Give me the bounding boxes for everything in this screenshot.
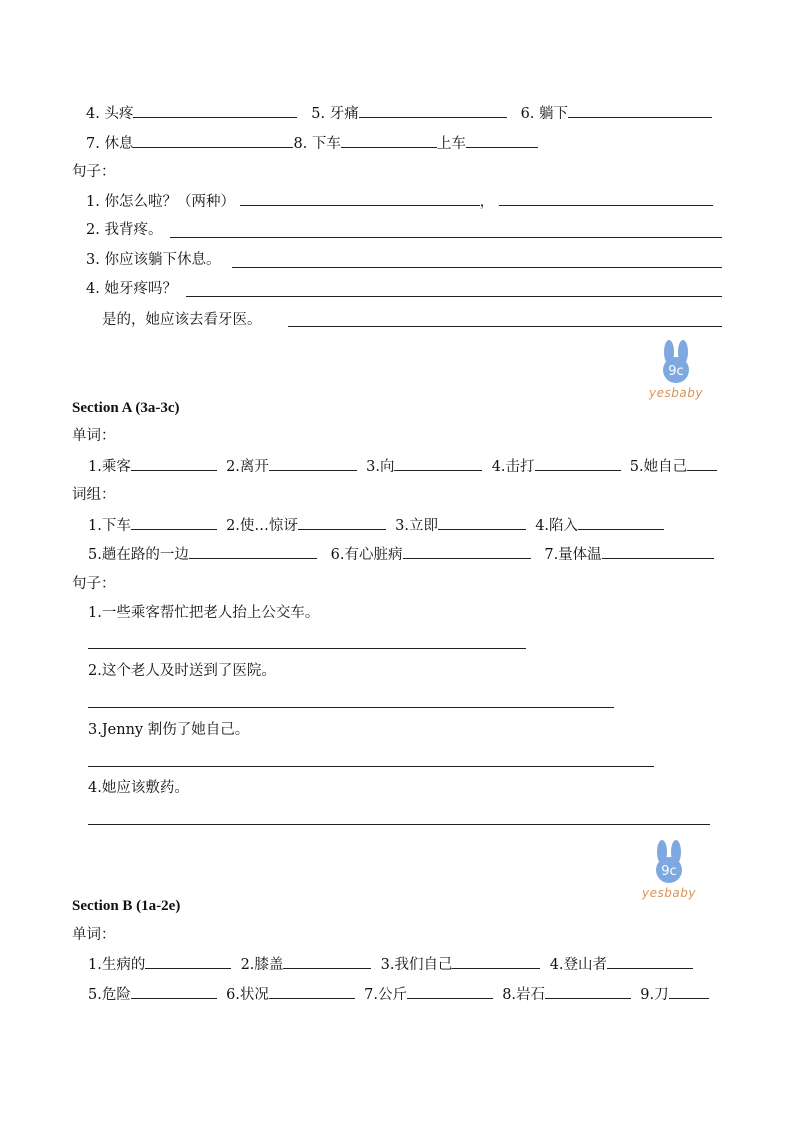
answer-blank[interactable]: [240, 191, 480, 206]
vocab-item: 8.岩石: [502, 987, 546, 1003]
answer-blank[interactable]: [499, 191, 713, 206]
phrase-item: 1.下车: [88, 518, 131, 534]
sentence-prompt: [86, 250, 220, 270]
phrase-item: 3.立即: [395, 518, 438, 534]
sentence-text: 3. 你应该躺下休息。: [86, 252, 221, 268]
yesbaby-logo: [629, 840, 709, 900]
answer-line[interactable]: [232, 267, 722, 268]
answer-blank[interactable]: [341, 133, 437, 148]
sentence-text: 2. 我背疼。: [86, 222, 163, 238]
vocab-row: [86, 133, 538, 154]
phrase-row: [88, 515, 664, 536]
vocab-item: 1.乘客: [88, 459, 131, 475]
sentence-prompt: 4.她应该敷药。: [88, 780, 189, 796]
vocab-item: 6.状况: [226, 987, 269, 1003]
vocab-item: 1.生病的: [88, 957, 146, 973]
answer-blank[interactable]: [403, 544, 531, 559]
sentence-prompt: [86, 191, 713, 212]
answer-blank[interactable]: [359, 103, 507, 118]
bunny-icon: [636, 340, 716, 386]
vocab-row: [88, 954, 693, 975]
answer-blank[interactable]: [602, 544, 714, 559]
answer-blank[interactable]: [298, 515, 386, 530]
phrase-item: 2.使…惊讶: [226, 518, 298, 534]
vocab-item: 7. 休息: [86, 136, 134, 152]
phrase-item: 7.量体温: [544, 547, 602, 563]
answer-line[interactable]: [186, 296, 722, 297]
vocab-item: 2.离开: [226, 459, 269, 475]
answer-blank[interactable]: [669, 984, 709, 999]
answer-blank[interactable]: [145, 954, 231, 969]
vocab-row: [88, 456, 717, 477]
answer-line[interactable]: [170, 237, 722, 238]
vocab-item: 4.登山者: [549, 957, 608, 973]
sentences-heading: 句子：: [72, 164, 116, 180]
answer-blank[interactable]: [438, 515, 526, 530]
logo-text: yesbaby: [642, 886, 696, 900]
logo-text: yesbaby: [649, 386, 703, 400]
vocab-item: 上车: [436, 136, 466, 152]
answer-blank[interactable]: [466, 133, 538, 148]
vocab-item: 9.刀: [640, 987, 669, 1003]
answer-blank[interactable]: [131, 984, 217, 999]
answer-blank[interactable]: [133, 133, 293, 148]
vocab-item: 3.我们自己: [380, 957, 453, 973]
vocab-item: 5. 牙痛: [311, 106, 359, 122]
sentence-prompt: 3.Jenny 割伤了她自己。: [88, 722, 250, 738]
vocab-item: 7.公斤: [364, 987, 407, 1003]
bunny-icon: [629, 840, 709, 886]
answer-blank[interactable]: [687, 456, 717, 471]
sentence-text: 4. 她牙疼吗？: [86, 281, 177, 297]
phrase-item: 6.有心脏病: [330, 547, 403, 563]
answer-blank[interactable]: [269, 984, 355, 999]
phrase-row: [88, 544, 714, 565]
vocab-row: [86, 103, 712, 124]
vocab-item: 2.膝盖: [240, 957, 284, 973]
words-heading: 单词：: [72, 927, 116, 943]
answer-blank[interactable]: [407, 984, 493, 999]
sentence-text: 是的，她应该去看牙医。: [102, 312, 262, 328]
answer-blank[interactable]: [545, 984, 631, 999]
sentence-text: 1. 你怎么啦？（两种）: [86, 194, 235, 210]
answer-blank[interactable]: [189, 544, 317, 559]
vocab-item: 4. 头疼: [86, 106, 134, 122]
answer-blank[interactable]: [578, 515, 664, 530]
answer-blank[interactable]: [607, 954, 693, 969]
sentence-prompt: 1.一些乘客帮忙把老人抬上公交车。: [88, 605, 320, 621]
svg-text:9c: 9c: [668, 364, 684, 379]
answer-blank[interactable]: [394, 456, 482, 471]
answer-blank[interactable]: [535, 456, 621, 471]
answer-line[interactable]: [288, 326, 722, 327]
answer-blank[interactable]: [269, 456, 357, 471]
words-heading: 单词：: [72, 428, 116, 444]
answer-line[interactable]: [88, 648, 526, 649]
yesbaby-logo: [636, 340, 716, 400]
answer-blank[interactable]: [283, 954, 371, 969]
section-title: Section A (3a-3c): [72, 400, 180, 416]
answer-blank[interactable]: [131, 515, 217, 530]
vocab-item: 5.她自己: [629, 459, 688, 475]
section-title: Section B (1a-2e): [72, 898, 181, 914]
vocab-item: 3.向: [366, 459, 395, 475]
vocab-row: [88, 984, 709, 1005]
answer-blank[interactable]: [452, 954, 540, 969]
answer-blank[interactable]: [568, 103, 712, 118]
comma: ，: [479, 194, 495, 210]
sentence-prompt: [86, 220, 162, 240]
sentence-prompt: [86, 279, 177, 299]
sentence-prompt: [102, 310, 262, 330]
sentences-heading: 句子：: [72, 576, 116, 592]
phrase-item: 4.陷入: [535, 518, 579, 534]
sentence-prompt: 2.这个老人及时送到了医院。: [88, 663, 276, 679]
phrase-item: 5.趟在路的一边: [88, 547, 189, 563]
svg-text:9c: 9c: [661, 864, 677, 879]
vocab-item: 5.危险: [88, 987, 131, 1003]
vocab-item: 6. 躺下: [520, 106, 569, 122]
answer-blank[interactable]: [133, 103, 297, 118]
answer-line[interactable]: [88, 824, 710, 825]
answer-line[interactable]: [88, 766, 654, 767]
phrases-heading: 词组：: [72, 487, 116, 503]
answer-blank[interactable]: [131, 456, 217, 471]
vocab-item: 8. 下车: [293, 136, 341, 152]
answer-line[interactable]: [88, 707, 614, 708]
vocab-item: 4.击打: [491, 459, 535, 475]
